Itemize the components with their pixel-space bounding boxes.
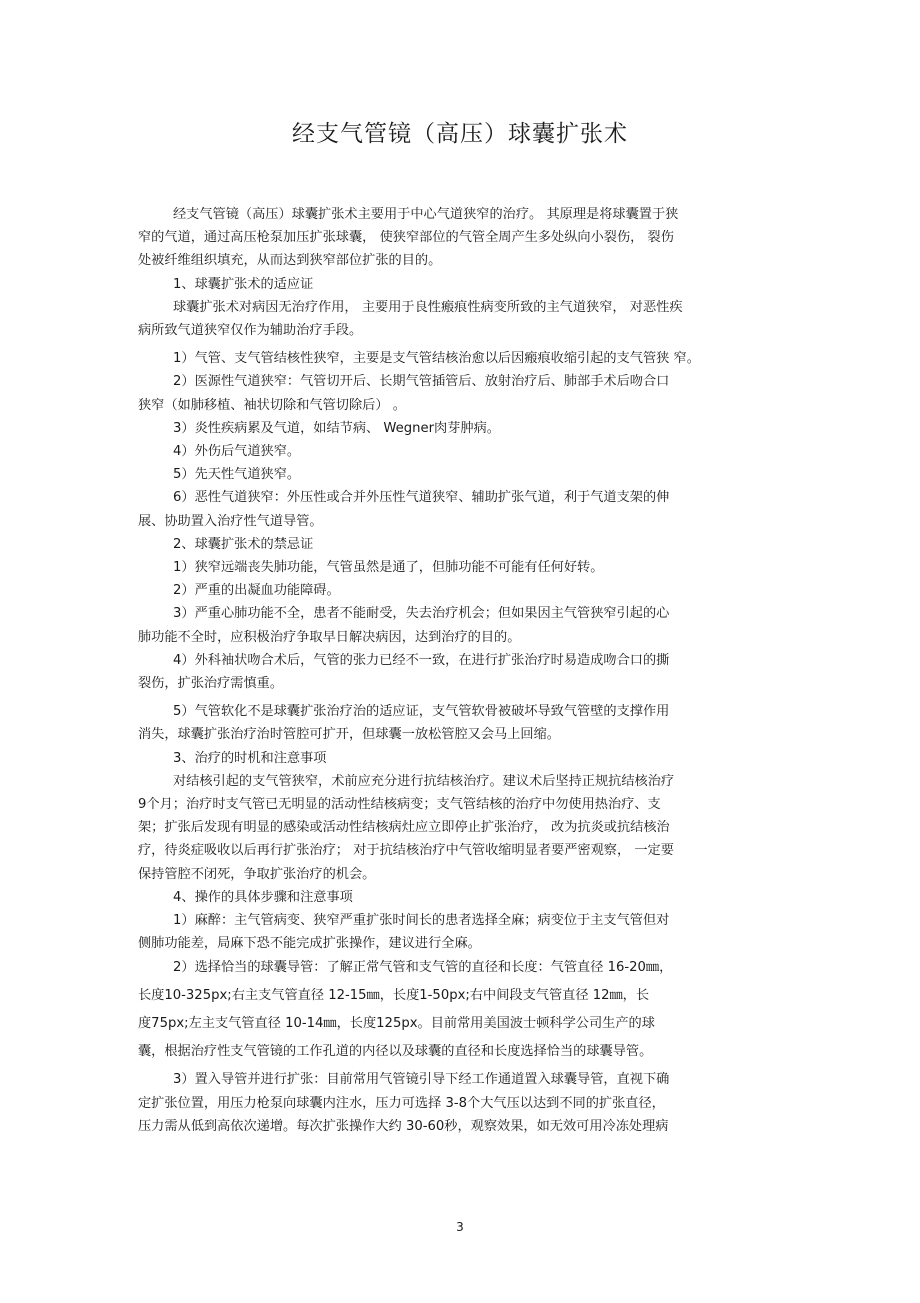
paragraph-line: 狭窄（如肺移植、袖状切除和气管切除后） 。 [138, 397, 406, 413]
paragraph-line: 保持管腔不闭死，争取扩张治疗的机会。 [138, 866, 376, 882]
paragraph-line: 窄的气道，通过高压枪泵加压扩张球囊， 使狭窄部位的气管全周产生多处纵向小裂伤， 裂伤 [138, 230, 674, 246]
list-item: 1）狭窄远端丧失肺功能，气管虽然是通了，但肺功能不可能有任何好转。 [173, 560, 604, 576]
paragraph-line: 囊，根据治疗性支气管镜的工作孔道的内径以及球囊的直径和长度选择恰当的球囊导管。 [138, 1044, 653, 1060]
paragraph-line: 球囊扩张术对病因无治疗作用， 主要用于良性瘢痕性病变所致的主气道狭窄， 对恶性疾 [173, 299, 683, 315]
paragraph-line: 架；扩张后发现有明显的感染或活动性结核病灶应立即停止扩张治疗， 改为抗炎或抗结核治 [138, 820, 670, 836]
list-item: 2）医源性气道狭窄：气管切开后、长期气管插管后、放射治疗后、肺部手术后吻合口 [173, 374, 670, 390]
list-item: 3）炎性疾病累及气道，如结节病、 Wegner肉芽肿病。 [173, 420, 500, 436]
list-item: 5）气管软化不是球囊扩张治疗治的适应证，支气管软骨被破坏导致气管壁的支撑作用 [173, 704, 670, 720]
list-item: 5）先天性气道狭窄。 [173, 467, 301, 483]
list-item: 3）置入导管并进行扩张：目前常用气管镜引导下经工作通道置入球囊导管，直视下确 [173, 1072, 670, 1088]
paragraph-line: 消失，球囊扩张治疗治时管腔可扩开，但球囊一放松管腔又会马上回缩。 [138, 727, 560, 743]
list-item: 4）外科袖状吻合术后，气管的张力已经不一致，在进行扩张治疗时易造成吻合口的撕 [173, 652, 670, 668]
paragraph-line: 度75px;左主支气管直径 10-14㎜，长度125px。目前常用美国波士顿科学公司生产的球 [138, 1015, 655, 1031]
paragraph-line: 处被纤维组织填充，从而达到狭窄部位扩张的目的。 [138, 253, 442, 269]
document-body [138, 203, 778, 1138]
document-title: 经支气管镜（高压）球囊扩张术 [292, 121, 628, 147]
list-item: 3）严重心肺功能不全，患者不能耐受，失去治疗机会；但如果因主气管狭窄引起的心 [173, 606, 670, 622]
list-item: 1）麻醉：主气管病变、狭窄严重扩张时间长的患者选择全麻；病变位于主支气管但对 [173, 913, 670, 929]
list-item: 1）气管、支气管结核性狭窄，主要是支气管结核治愈以后因瘢痕收缩引起的支气管狭 窄。 [173, 351, 700, 367]
paragraph-line: 肺功能不全时，应积极治疗争取早日解决病因，达到治疗的目的。 [138, 629, 521, 645]
paragraph-line: 经支气管镜（高压）球囊扩张术主要用于中心气道狭窄的治疗。 其原理是将球囊置于狭 [173, 207, 679, 222]
paragraph-line: 对结核引起的支气管狭窄，术前应充分进行抗结核治疗。建议术后坚持正规抗结核治疗 [173, 773, 675, 789]
paragraph-line: 侧肺功能差，局麻下恐不能完成扩张操作，建议进行全麻。 [138, 936, 481, 952]
paragraph-line: 展、协助置入治疗性气道导管。 [138, 513, 323, 529]
paragraph-line: 疗，待炎症吸收以后再行扩张治疗； 对于抗结核治疗中气管收缩明显者要严密观察， 一定要 [138, 843, 674, 859]
list-item: 6）恶性气道狭窄：外压性或合并外压性气道狭窄、辅助扩张气道，利于气道支架的伸 [173, 490, 670, 506]
paragraph-line: 长度10-325px;右主支气管直径 12-15㎜，长度1-50px;右中间段支气管直径 12㎜，长 [138, 987, 650, 1003]
page-number: 3 [456, 1220, 464, 1234]
section-heading: 1、球囊扩张术的适应证 [173, 276, 314, 292]
paragraph-line: 9个月；治疗时支气管已无明显的活动性结核病变；支气管结核的治疗中勿使用热治疗、支 [138, 797, 661, 813]
section-heading: 4、操作的具体步骤和注意事项 [173, 889, 353, 905]
list-item: 2）选择恰当的球囊导管：了解正常气管和支气管的直径和长度：气管直径 16-20㎜， [173, 959, 673, 975]
section-heading: 3、治疗的时机和注意事项 [173, 750, 327, 766]
paragraph-line: 定扩张位置，用压力枪泵向球囊内注水，压力可选择 3-8个大气压以达到不同的扩张直径， [138, 1095, 665, 1111]
section-heading: 2、球囊扩张术的禁忌证 [173, 536, 314, 552]
paragraph-line: 裂伤，扩张治疗需慎重。 [138, 676, 284, 692]
paragraph-line: 压力需从低到高依次递增。每次扩张操作大约 30-60秒，观察效果，如无效可用冷冻处理病 [138, 1118, 669, 1134]
paragraph-line: 病所致气道狭窄仅作为辅助治疗手段。 [138, 323, 363, 339]
list-item: 4）外伤后气道狭窄。 [173, 444, 301, 460]
list-item: 2）严重的出凝血功能障碍。 [173, 583, 340, 599]
